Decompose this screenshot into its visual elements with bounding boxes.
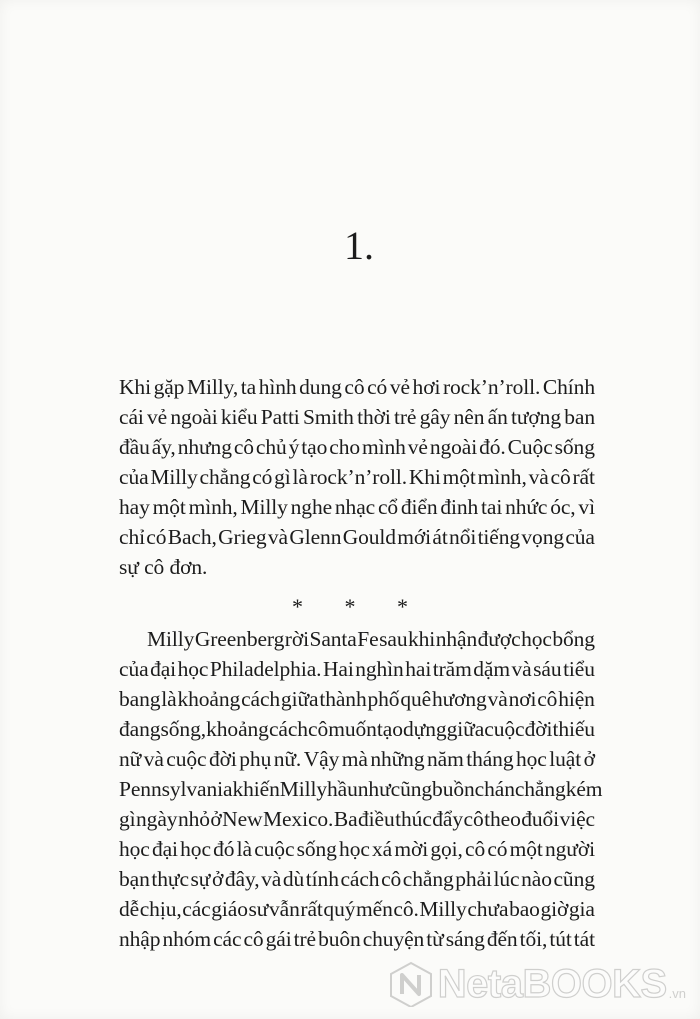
paragraph-line: chỉ có Bach, Grieg và Glenn Gould mới át nổi tiếng vọng của: [119, 525, 595, 549]
paragraph-line: nữ và cuộc đời phụ nữ. Vậy mà những năm tháng học luật ở: [119, 747, 595, 771]
paragraph-line: Khi gặp Milly, ta hình dung cô có vẻ hơi rock’n’roll. Chính: [119, 375, 595, 399]
paragraph-line: gì ngày nhỏ ở New Mexico. Ba điều thúc đẩy cô theo đuổi việc: [119, 807, 595, 831]
paragraph-line: bang là khoảng cách giữa thành phố quê hương và nơi cô hiện: [119, 687, 595, 711]
paragraph-line: bạn thực sự ở đây, và dù tính cách cô chẳng phải lúc nào cũng: [119, 867, 595, 891]
neta-n-logo-icon: [388, 961, 434, 1007]
paragraph-line: đang sống, khoảng cách cô muốn tạo dựng giữa cuộc đời thiếu: [119, 717, 595, 741]
paragraph-1: [119, 372, 595, 582]
paragraph-line: Pennsylvania khiến Milly hầu như cũng buồn chán chẳng kém: [119, 777, 603, 801]
paragraph-line: hay một mình, Milly nghe nhạc cổ điển đinh tai nhức óc, vì: [119, 495, 595, 519]
watermark: [388, 961, 686, 1007]
watermark-domain: .vn: [668, 985, 686, 1001]
paragraph-line: sự cô đơn.: [119, 555, 208, 579]
paragraph-line: đầu ấy, nhưng cô chủ ý tạo cho mình vẻ ngoài đó. Cuộc sống: [119, 435, 595, 459]
paragraph-line: của đại học Philadelphia. Hai nghìn hai trăm dặm và sáu tiểu: [119, 657, 595, 681]
paragraph-line: cái vẻ ngoài kiểu Patti Smith thời trẻ gây nên ấn tượng ban: [119, 405, 595, 429]
paragraph-2: [119, 624, 603, 954]
paragraph-line: dễ chịu, các giáo sư vẫn rất quý mến cô. Milly chưa bao giờ gia: [119, 897, 595, 921]
chapter-number: 1.: [344, 223, 374, 268]
paragraph-line: của Milly chẳng có gì là rock’n’roll. Khi một mình, và cô rất: [119, 465, 595, 489]
section-break: * * *: [292, 594, 426, 619]
paragraph-line: nhập nhóm các cô gái trẻ buôn chuyện từ sáng đến tối, tút tát: [119, 927, 595, 951]
paragraph-line: học đại học đó là cuộc sống học xá mời gọi, cô có một người: [119, 837, 595, 861]
watermark-brand: NetaBOOKS: [437, 962, 667, 1006]
paragraph-line: Milly Greenberg rời Santa Fe sau khi nhận được học bổng: [147, 627, 595, 651]
